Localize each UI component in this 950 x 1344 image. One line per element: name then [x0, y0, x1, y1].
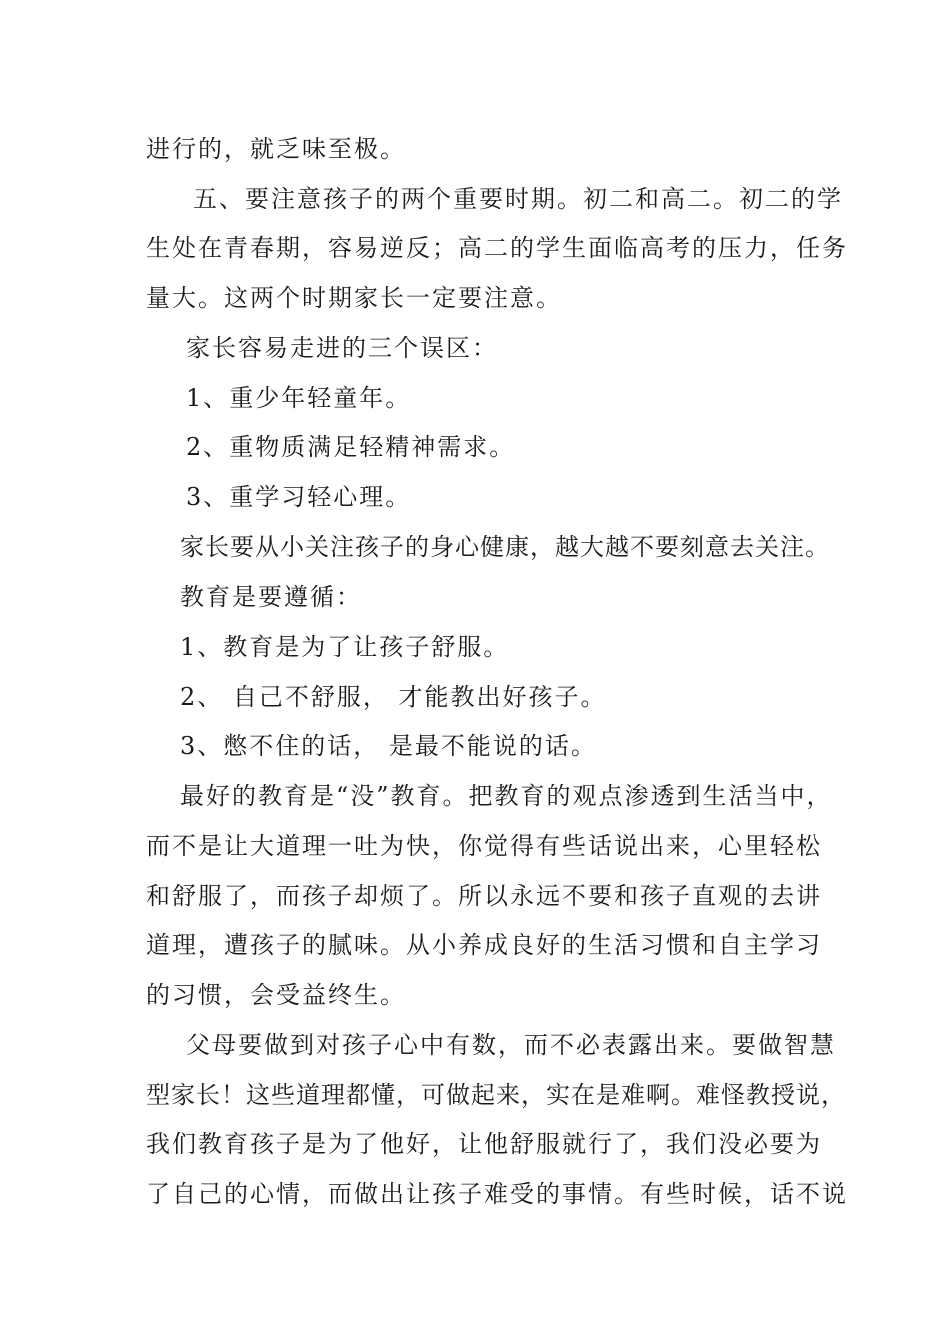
text-line: 型家长！这些道理都懂，可做起来，实在是难啊。难怪教授说， [146, 1081, 846, 1109]
text-line: 父母要做到对孩子心中有数，而不必表露出来。要做智慧 [186, 1031, 836, 1059]
text-line: 道理，遭孩子的腻味。从小养成良好的生活习惯和自主学习 [146, 931, 822, 959]
text-line: 3、憋不住的话， 是最不能说的话。 [180, 732, 597, 760]
text-line: 量大。这两个时期家长一定要注意。 [146, 284, 562, 312]
text-line: 和舒服了，而孩子却烦了。所以永远不要和孩子直观的去讲 [146, 882, 822, 910]
text-line: 2、 自己不舒服， 才能教出好孩子。 [180, 683, 607, 711]
text-line: 了自己的心情，而做出让孩子难受的事情。有些时候，话不说 [146, 1180, 848, 1208]
text-line: 2、重物质满足轻精神需求。 [186, 433, 516, 461]
text-line: 1、教育是为了让孩子舒服。 [180, 633, 510, 661]
text-line: 进行的，就乏味至极。 [146, 135, 406, 163]
text-line: 的习惯，会受益终生。 [146, 981, 406, 1009]
text-line: 最好的教育是“没”教育。把教育的观点渗透到生活当中， [180, 782, 833, 810]
text-line: 生处在青春期，容易逆反；高二的学生面临高考的压力，任务 [146, 234, 848, 262]
text-line: 而不是让大道理一吐为快，你觉得有些话说出来，心里轻松 [146, 832, 822, 860]
text-line: 家长要从小关注孩子的身心健康，越大越不要刻意去关注。 [180, 533, 830, 561]
text-line: 五、要注意孩子的两个重要时期。初二和高二。初二的学 [193, 185, 843, 213]
text-line: 家长容易走进的三个误区： [186, 334, 498, 362]
text-line: 3、重学习轻心理。 [186, 483, 412, 511]
text-line: 1、重少年轻童年。 [186, 384, 412, 412]
text-line: 我们教育孩子是为了他好，让他舒服就行了，我们没必要为 [146, 1130, 822, 1158]
text-line: 教育是要遵循： [180, 583, 362, 611]
